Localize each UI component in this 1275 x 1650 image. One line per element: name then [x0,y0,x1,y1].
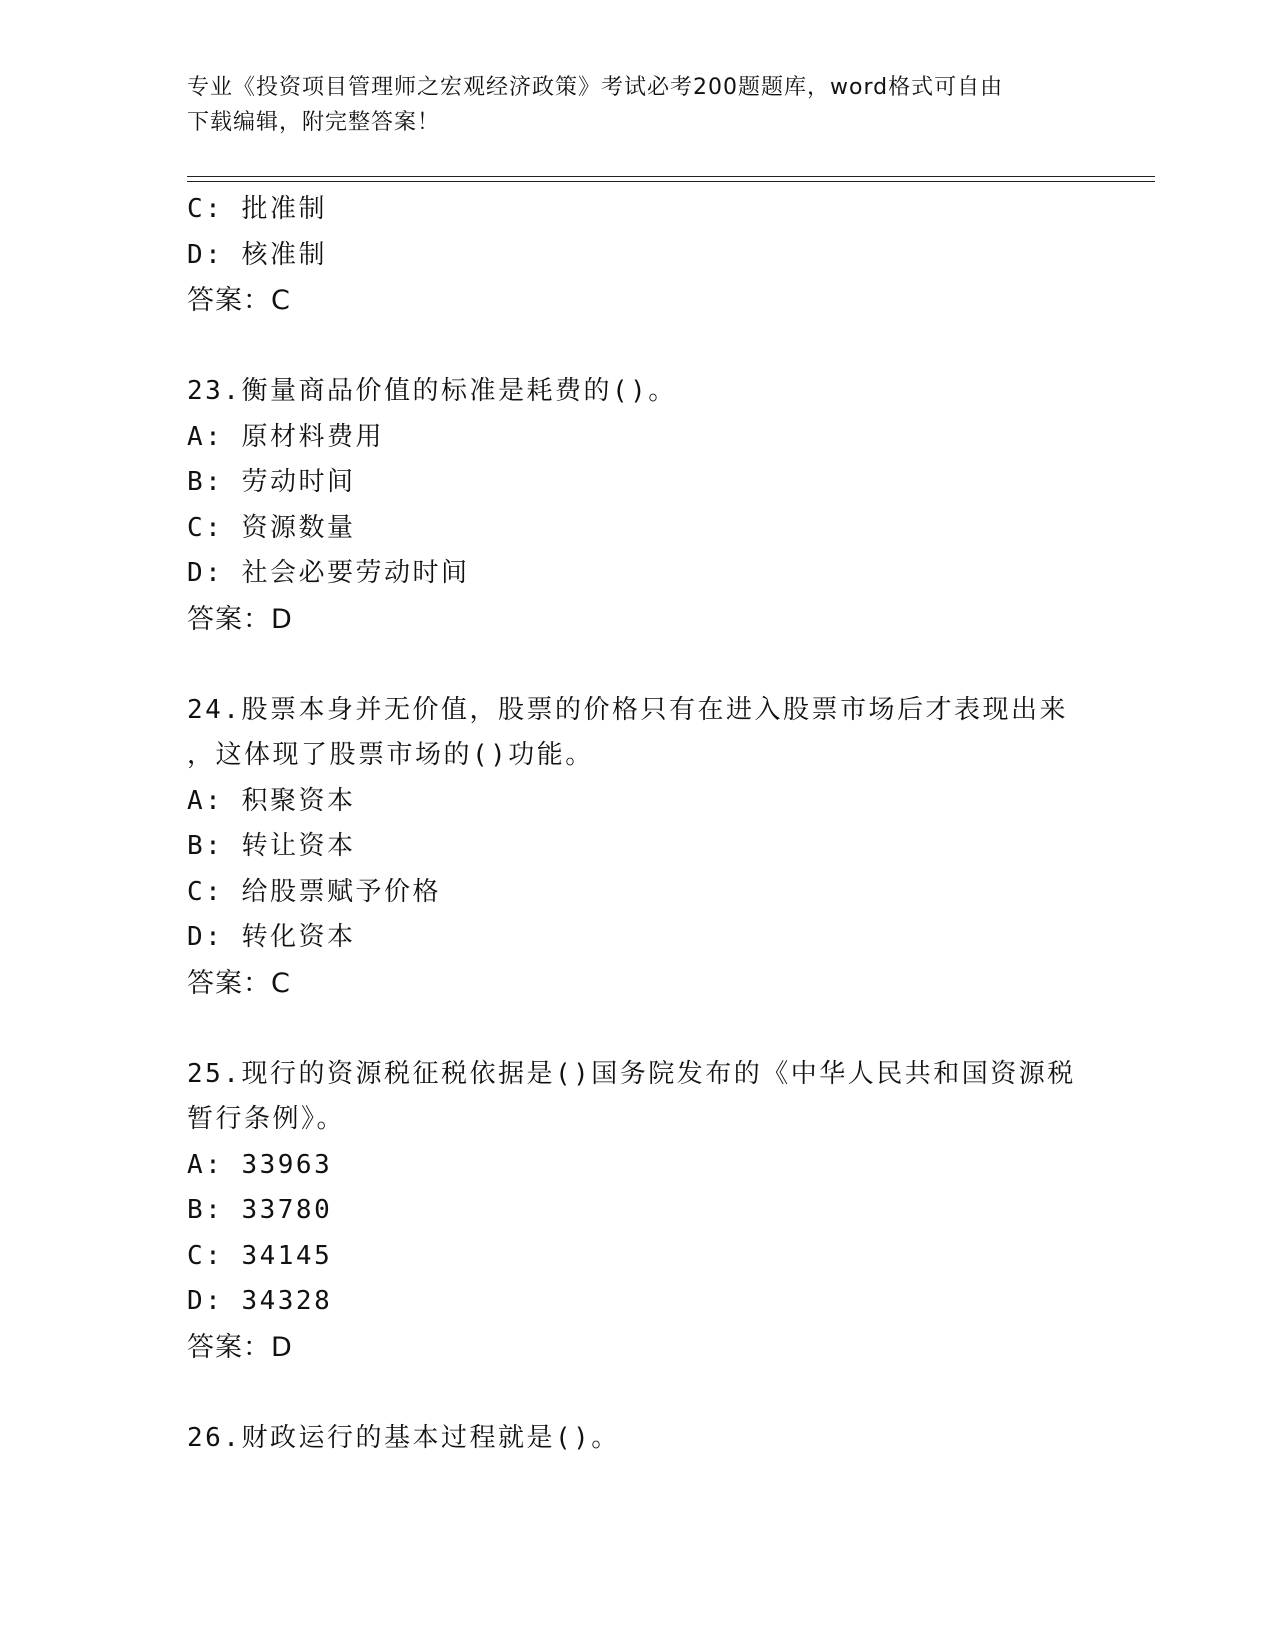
question-text-line-2: ，这体现了股票市场的()功能。 [187,740,594,770]
option-c: C: 批准制 [187,194,327,224]
question-22 [187,187,1087,324]
option-c: C: 34145 [187,1240,333,1271]
header-double-rule [187,176,1155,182]
option-a: A: 积聚资本 [187,785,356,816]
option-a: A: 原材料费用 [187,421,384,452]
answer: 答案：C [187,967,291,999]
header-line-1: 专业《投资项目管理师之宏观经济政策》考试必考200题题库，word格式可自由 [187,75,1004,100]
question-23 [187,369,1087,642]
spacer [187,1006,1087,1052]
option-d: D: 社会必要劳动时间 [187,558,470,588]
option-c: C: 给股票赋予价格 [187,876,441,907]
document-header [187,70,1077,140]
question-text-line-2: 暂行条例》。 [187,1104,346,1134]
answer: 答案：D [187,603,293,635]
spacer [187,324,1087,370]
question-25 [187,1052,1087,1371]
question-26 [187,1416,1087,1462]
option-b: B: 转让资本 [187,831,356,861]
spacer [187,642,1087,688]
header-line-2: 下载编辑，附完整答案！ [187,110,441,135]
option-d: D: 转化资本 [187,922,356,952]
option-b: B: 33780 [187,1195,333,1225]
spacer [187,1370,1087,1416]
question-24 [187,688,1087,1007]
question-text: 26.财政运行的基本过程就是()。 [187,1422,620,1453]
option-b: B: 劳动时间 [187,467,356,497]
option-d: D: 34328 [187,1286,333,1316]
question-text: 23.衡量商品价值的标准是耗费的()。 [187,376,677,406]
question-text-line-1: 25.现行的资源税征税依据是()国务院发布的《中华人民共和国资源税 [187,1058,1076,1089]
answer: 答案：C [187,285,291,316]
option-a: A: 33963 [187,1149,333,1180]
option-d: D: 核准制 [187,239,327,270]
question-list [187,187,1087,1461]
answer: 答案：D [187,1331,293,1363]
option-c: C: 资源数量 [187,512,356,543]
question-text-line-1: 24.股票本身并无价值，股票的价格只有在进入股票市场后才表现出来 [187,694,1068,725]
